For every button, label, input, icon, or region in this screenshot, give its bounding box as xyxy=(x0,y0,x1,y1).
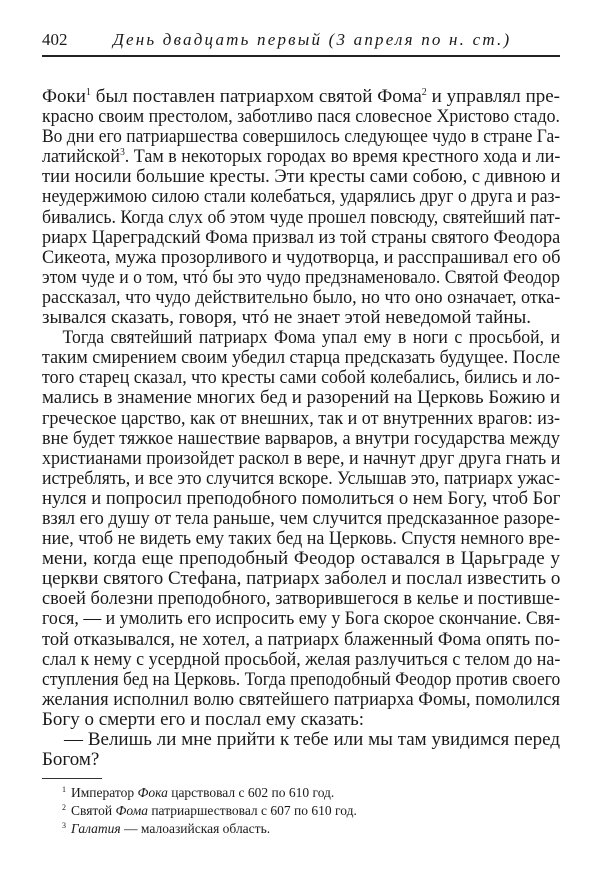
text-line xyxy=(42,529,560,549)
text-line xyxy=(42,650,560,670)
text-run: ступления бед на Церковь. Тогда преподобный Феодор против своего xyxy=(42,668,561,690)
footnote xyxy=(62,802,357,820)
text-run: Тогда святейший патриарх Фома упал ему в ноги с просьбой, и xyxy=(62,327,561,349)
text-line xyxy=(42,87,560,107)
footnote xyxy=(62,820,357,838)
text-run: слал к нему с усердной просьбой, желая разлучиться с телом до на- xyxy=(42,648,561,670)
text-run: Богом? xyxy=(42,749,100,771)
text-run: патриаршествовал с 607 по 610 год. xyxy=(147,803,357,818)
text-run: нулся и попросил преподобного помолиться о нем Богу, чтоб Бог xyxy=(42,487,561,509)
text-line xyxy=(42,589,560,609)
footnote-ref: 2 xyxy=(62,803,66,812)
footnote xyxy=(62,784,357,802)
text-line xyxy=(42,509,560,529)
text-run: латийской xyxy=(42,146,121,168)
text-run: — малоазийская область. xyxy=(120,821,271,836)
text-line xyxy=(42,690,560,710)
text-run: неудержимою силою стали колебаться, ударялись друг о друга и раз- xyxy=(42,186,561,208)
text-run: Богу о смерти его и послал ему сказать: xyxy=(42,708,365,730)
text-run: той отказывался, не хотел, а патриарх блаженный Фома опять по- xyxy=(42,628,560,650)
text-line xyxy=(42,147,560,167)
text-run: и управлял пре- xyxy=(426,86,560,107)
text-line xyxy=(42,549,560,569)
text-run: взял его душу от тела раньше, чем случится предсказанное разоре- xyxy=(42,507,560,529)
text-run: бивались. Когда слух об этом чуде прошел повсюду, святейший пат- xyxy=(42,206,561,228)
text-line xyxy=(42,268,560,288)
text-line xyxy=(42,167,560,187)
header-rule xyxy=(42,55,560,57)
text-line xyxy=(42,409,560,429)
text-run: того старец сказал, что кресты сами собой колебались, бились и ло- xyxy=(42,367,560,389)
text-run: мени, когда еще преподобный Феодор оставался в Царьграде у xyxy=(42,548,560,570)
text-run: Император xyxy=(71,785,138,800)
text-line xyxy=(42,348,560,368)
text-run: тии носили большие кресты. Эти кресты сами собою, с дивною и xyxy=(42,166,561,188)
text-line xyxy=(42,710,560,730)
running-title: День двадцать первый (3 апреля по н. ст.) xyxy=(113,30,512,49)
text-line xyxy=(42,228,560,248)
footnote-ref: 3 xyxy=(120,147,125,159)
text-line xyxy=(42,750,560,770)
text-run: рассказал, что чудо действительно было, но что оно означает, отка- xyxy=(42,286,561,308)
text-run: — Велишь ли мне прийти к тебе или мы там увидимся перед xyxy=(64,729,560,750)
text-run: был поставлен патриархом святой Фома xyxy=(90,86,422,107)
text-run: . Там в некоторых городах во время крестного хода и ли- xyxy=(124,146,561,168)
text-run: мались в знамение многих бед и разорений на Церковь Божию и xyxy=(42,387,561,409)
footnotes xyxy=(62,784,357,838)
text-run: греческое царство, как от внешних, так и от внутренних врагов: из- xyxy=(42,407,560,429)
text-run: Фоки xyxy=(42,86,86,107)
text-run: желания исполнил волю святейшего патриарха Фомы, помолился xyxy=(42,688,561,710)
text-run: риарх Цареградский Фома призвал из той страны святого Феодора xyxy=(42,226,561,248)
text-line xyxy=(42,328,560,348)
text-line xyxy=(42,469,560,489)
text-run: красно своим престолом, заботливо пася словесное Христово стадо. xyxy=(42,106,560,128)
text-line xyxy=(42,569,560,589)
text-line xyxy=(42,308,560,328)
text-run: гося, — и умолить его испросить ему у Бога скорое скончание. Свя- xyxy=(42,608,561,630)
text-line xyxy=(42,288,560,308)
running-header xyxy=(42,28,560,54)
text-line xyxy=(42,429,560,449)
text-line xyxy=(42,609,560,629)
text-run: христианами произойдет раскол в вере, и начнут друг друга гнать и xyxy=(42,447,561,469)
footnote-rule xyxy=(42,778,102,779)
text-run: Святой xyxy=(71,803,116,818)
body-text xyxy=(42,87,560,770)
text-run: вне будет тяжкое нашествие варваров, а внутри государства между xyxy=(42,427,560,449)
text-line xyxy=(42,730,560,750)
footnote-ref: 2 xyxy=(421,87,427,98)
footnote-ref: 3 xyxy=(62,821,66,830)
text-run: церкви святого Стефана, патриарх заболел и послал известить о xyxy=(42,568,561,590)
text-line xyxy=(42,449,560,469)
text-run: Во дни его патриаршества совершилось следующее чудо в стране Га- xyxy=(42,126,560,148)
text-line xyxy=(42,368,560,388)
text-line xyxy=(42,187,560,207)
text-line xyxy=(42,670,560,690)
page-number: 402 xyxy=(42,30,68,49)
text-line xyxy=(42,107,560,127)
text-run: Фома xyxy=(115,803,148,818)
text-run: таким смирением своим убедил старца предсказать будущее. После xyxy=(42,347,561,369)
text-line xyxy=(42,489,560,509)
text-run: истреблять, и все это случится вскоре. Услышав это, патриарх ужас- xyxy=(42,467,561,489)
text-run: Сикеота, мужа прозорливого и чудотворца, и расспрашивал его об xyxy=(42,246,561,268)
text-line xyxy=(42,630,560,650)
text-line xyxy=(42,127,560,147)
text-run: зывался сказать, говоря, чтó не знает этой неведомой тайны. xyxy=(42,307,532,329)
text-line xyxy=(42,388,560,408)
text-line xyxy=(42,208,560,228)
text-run: ние, чтоб не видеть ему таких бед на Церковь. Спустя немного вре- xyxy=(42,528,560,550)
text-run: Галатия xyxy=(71,821,121,836)
text-run: Фока xyxy=(137,785,168,800)
text-run: этом чуде и о том, чтó бы это чудо предзнаменовало. Святой Феодор xyxy=(42,266,560,288)
text-run: своей болезни преподобного, затворившегося в келье и постивше- xyxy=(42,588,560,610)
footnote-ref: 1 xyxy=(62,785,66,794)
footnote-ref: 1 xyxy=(85,87,91,98)
text-line xyxy=(42,248,560,268)
text-run: царствовал с 602 по 610 год. xyxy=(167,785,335,800)
